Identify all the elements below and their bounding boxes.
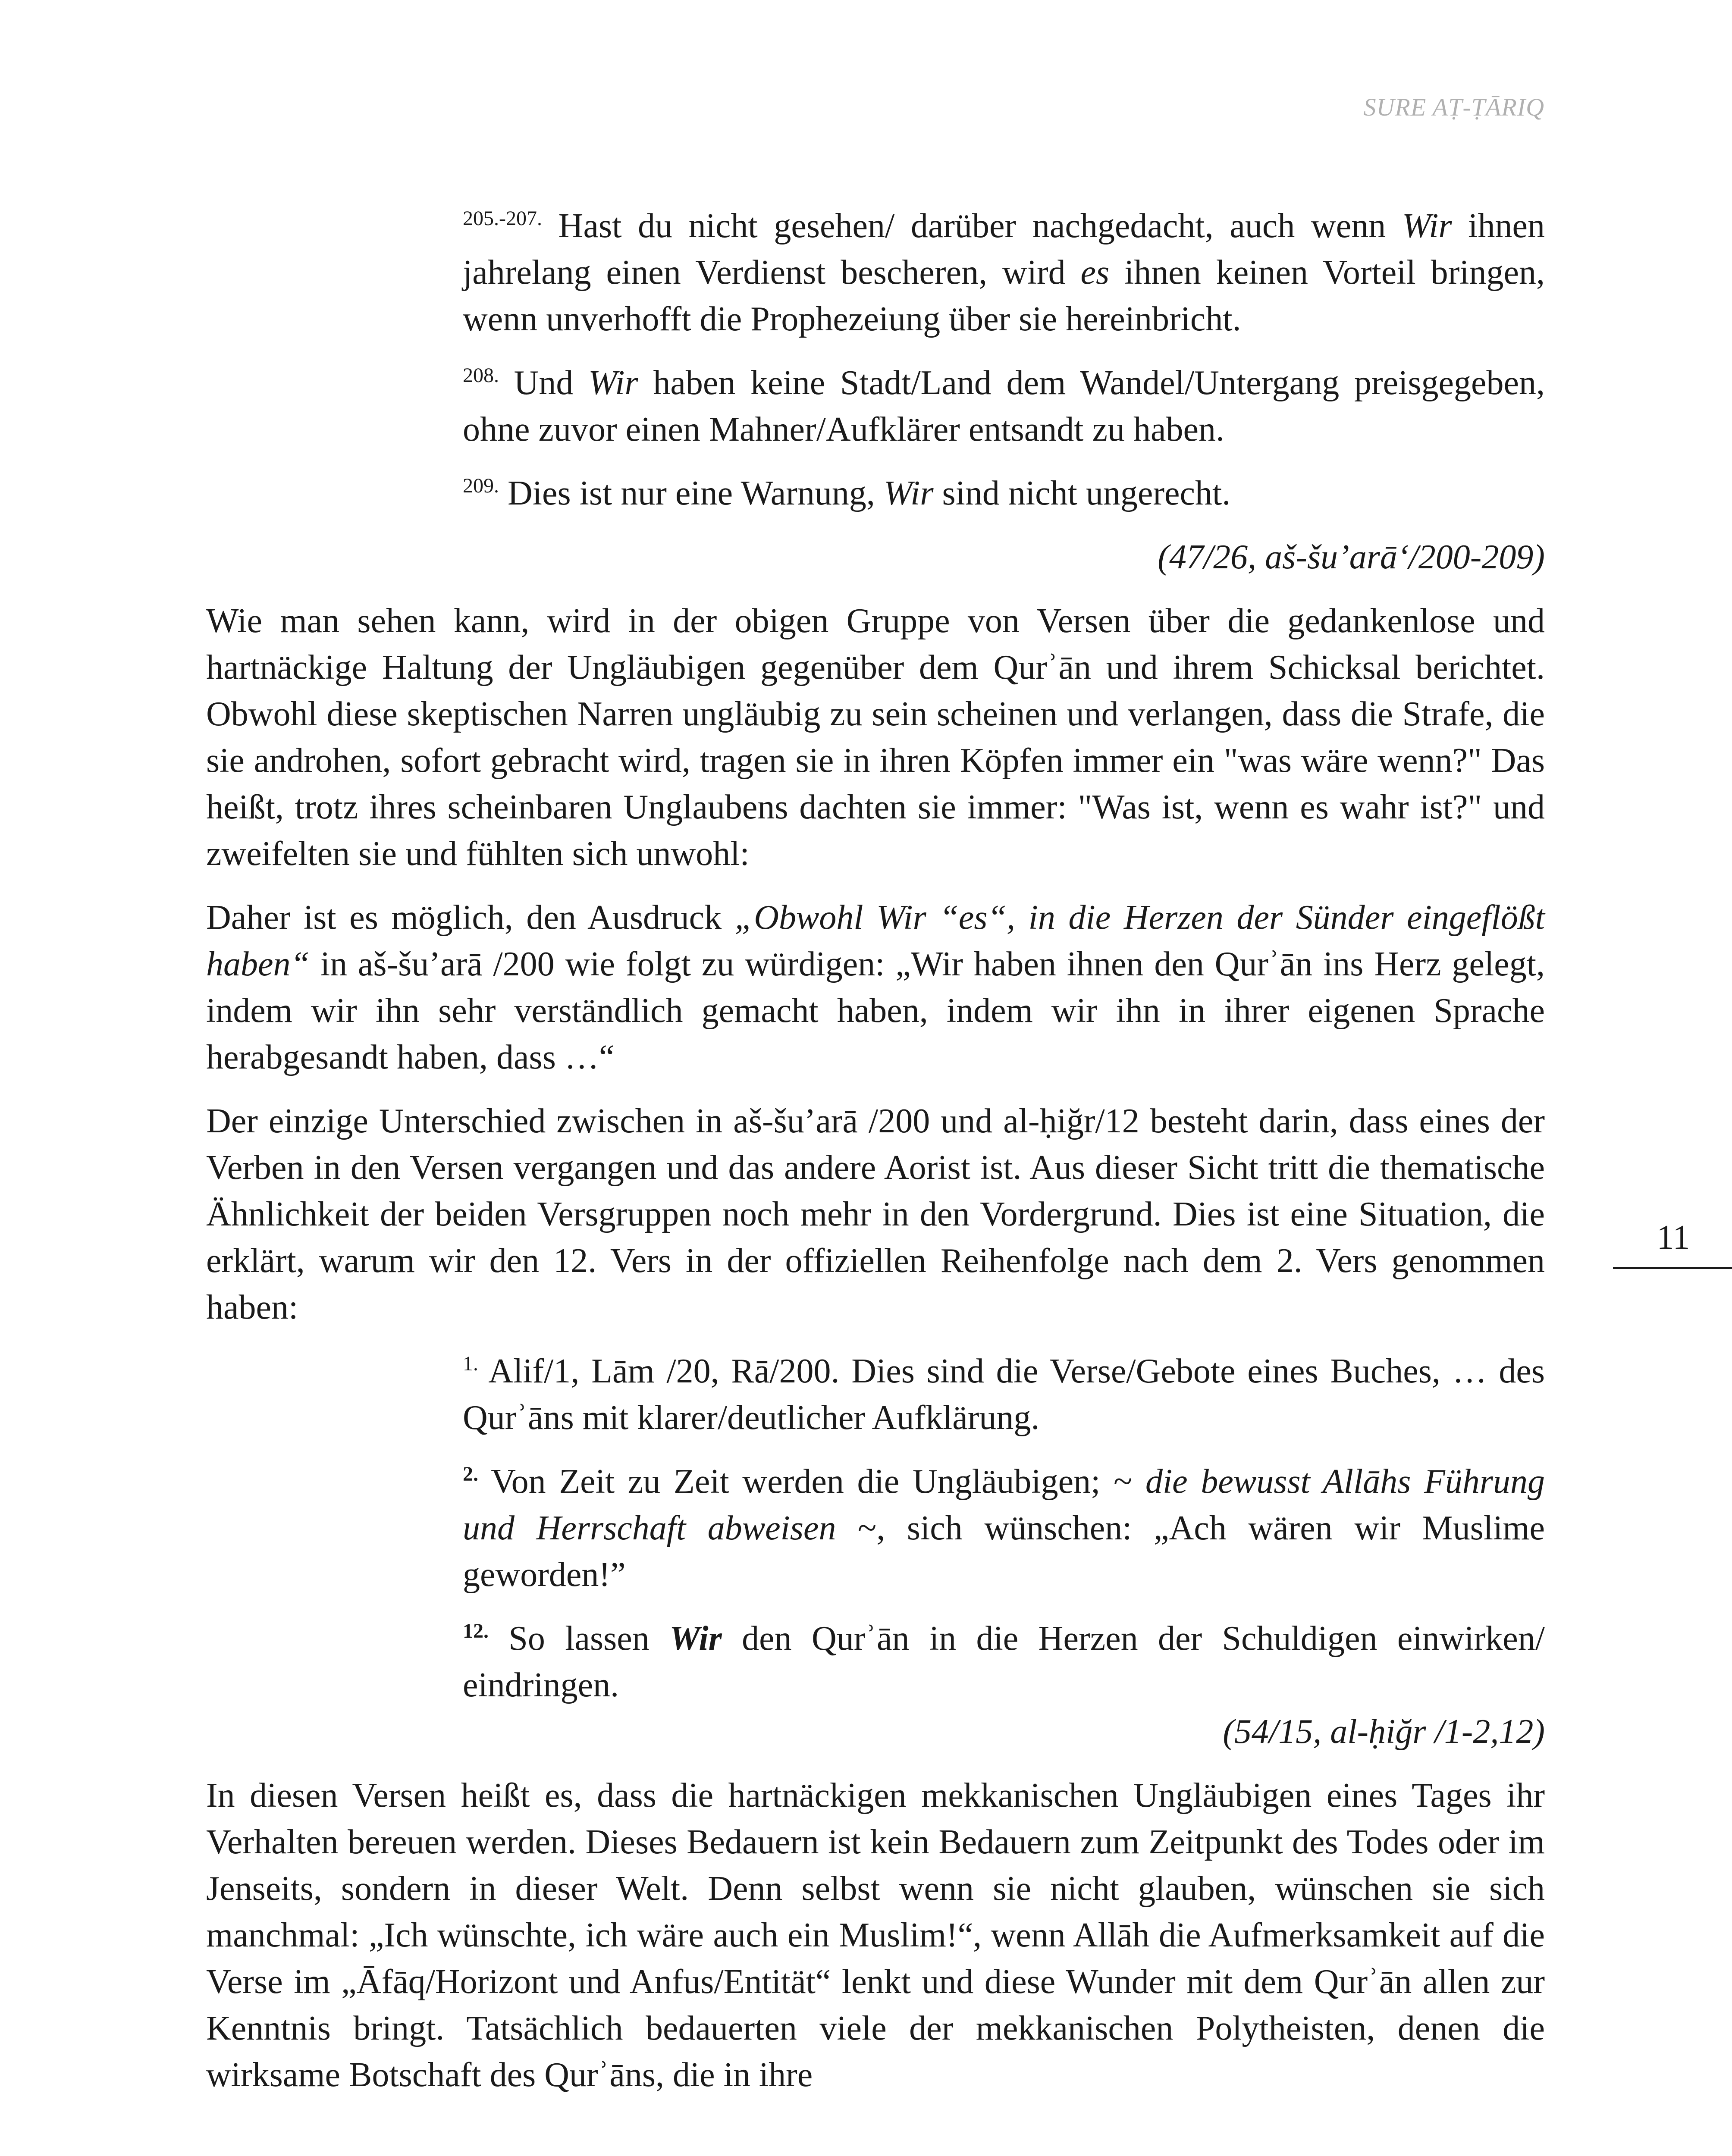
body-paragraph: In diesen Versen heißt es, dass die hartnäckigen mekkanischen Ungläubigen eines Tages ihr Verhalten bereuen werden. Dieses Bedauern ist kein Bedauern zum Zeitpunkt des Todes oder im Jenseits, sondern in dieser Welt. Denn selbst wenn sie nicht glauben, wünschen sie sich manchmal: „Ich wünschte, ich wäre auch ein Muslim!“, wenn Allāh die Aufmerksamkeit auf die Verse im „Āfāq/Horizont und Anfus/Entität“ lenkt und diese Wunder mit dem Qurʾān allen zur Kenntnis bringt. Tatsächlich bedauerten viele der mekkanischen Polytheisten, denen die wirksame Botschaft des Qurʾāns, die in ihre xyxy=(206,1777,1545,2094)
verse-text: Von Zeit zu Zeit werden die Ungläubigen; ~ xyxy=(478,1463,1145,1501)
verse-text: sind nicht ungerecht. xyxy=(933,474,1231,512)
verse-12 xyxy=(463,1615,1545,1708)
page-body xyxy=(206,203,1545,2098)
verse-208 xyxy=(463,360,1545,453)
verse-text: ihnen keinen Vorteil bringen, wenn unverhofft die Prophezeiung über sie hereinbricht. xyxy=(463,254,1545,338)
verse-1 xyxy=(463,1348,1545,1441)
verse-reference: (47/26, aš-šu’arā‘/200-209) xyxy=(1158,538,1545,576)
verse-2 xyxy=(463,1458,1545,1598)
verse-emphasis: Wir xyxy=(883,474,934,512)
body-paragraph: Der einzige Unterschied zwischen in aš-šu’arā /200 und al-ḥiğr/12 besteht darin, dass eines der Verben in den Versen vergangen und das andere Aorist ist. Aus dieser Sicht tritt die thematische Ähnlichkeit der beiden Versgruppen noch mehr in den Vordergrund. Dies ist eine Situation, die erklärt, warum wir den 12. Vers in der offiziellen Reihenfolge nach dem 2. Vers genommen haben: xyxy=(206,1102,1545,1326)
verse-205-207 xyxy=(463,203,1545,342)
verse-number: 2. xyxy=(463,1463,478,1485)
verse-number: 12. xyxy=(463,1620,489,1642)
page-number: 11 xyxy=(1613,1218,1732,1269)
quoted-phrase: „Obwohl Wir “es“, in die Herzen der Sünder eingeflößt haben“ xyxy=(206,899,1545,983)
verse-number: 208. xyxy=(463,364,499,387)
paragraph-text: in aš-šu’arā /200 wie folgt zu würdigen: „Wir haben ihnen den Qurʾān ins Herz gelegt, indem wir ihn sehr verständlich gemacht haben, indem wir ihn in ihrer eigenen Sprache herabgesandt haben, dass …“ xyxy=(206,945,1545,1076)
body-paragraph xyxy=(206,894,1545,1081)
verse-text: ihnen jahrelang einen Verdienst bescheren, wird xyxy=(463,207,1545,291)
verse-text: ~, sich wünschen: „Ach wären wir Muslime geworden!” xyxy=(463,1509,1545,1594)
verse-emphasis: die bewusst Allāhs Führung und Herrschaft abweisen xyxy=(463,1463,1545,1547)
paragraph-text: Daher ist es möglich, den Ausdruck xyxy=(206,899,735,937)
verse-number: 209. xyxy=(463,474,499,497)
verse-number: 1. xyxy=(463,1352,478,1375)
verse-emphasis: Wir xyxy=(1402,207,1452,245)
verse-reference: (54/15, al-ḥiğr /1-2,12) xyxy=(1223,1713,1545,1751)
verse-text: Alif/1, Lām /20, Rā/200. Dies sind die Verse/Gebote eines Buches, … des Qurʾāns mit klarer/deutlicher Aufklärung. xyxy=(463,1352,1545,1437)
verse-text: So lassen xyxy=(489,1620,670,1658)
verse-209 xyxy=(463,470,1545,517)
verse-text: Und xyxy=(499,364,589,402)
verse-emphasis: Wir xyxy=(669,1620,722,1658)
running-header: SURE AṬ-ṬĀRIQ xyxy=(1363,93,1544,121)
body-paragraph: Wie man sehen kann, wird in der obigen Gruppe von Versen über die gedankenlose und hartnäckige Haltung der Ungläubigen gegenüber dem Qurʾān und ihrem Schicksal berichtet. Obwohl diese skeptischen Narren ungläubig zu sein scheinen und verlangen, dass die Strafe, die sie androhen, sofort gebracht wird, tragen sie in ihren Köpfen immer ein "was wäre wenn?" Das heißt, trotz ihres scheinbaren Unglaubens dachten sie immer: "Was ist, wenn es wahr ist?" und zweifelten sie und fühlten sich unwohl: xyxy=(206,602,1545,873)
verse-text: haben keine Stadt/Land dem Wandel/Untergang preisgegeben, ohne zuvor einen Mahner/Aufklärer entsandt zu haben. xyxy=(463,364,1545,448)
verse-text: Hast du nicht gesehen/ darüber nachgedacht, auch wenn xyxy=(542,207,1402,245)
verse-text: den Qurʾān in die Herzen der Schuldigen einwirken/ eindringen. xyxy=(463,1620,1545,1704)
verse-text: Dies ist nur eine Warnung, xyxy=(499,474,884,512)
verse-emphasis: es xyxy=(1080,254,1110,291)
verse-emphasis: Wir xyxy=(588,364,638,402)
verse-number: 205.-207. xyxy=(463,207,542,230)
